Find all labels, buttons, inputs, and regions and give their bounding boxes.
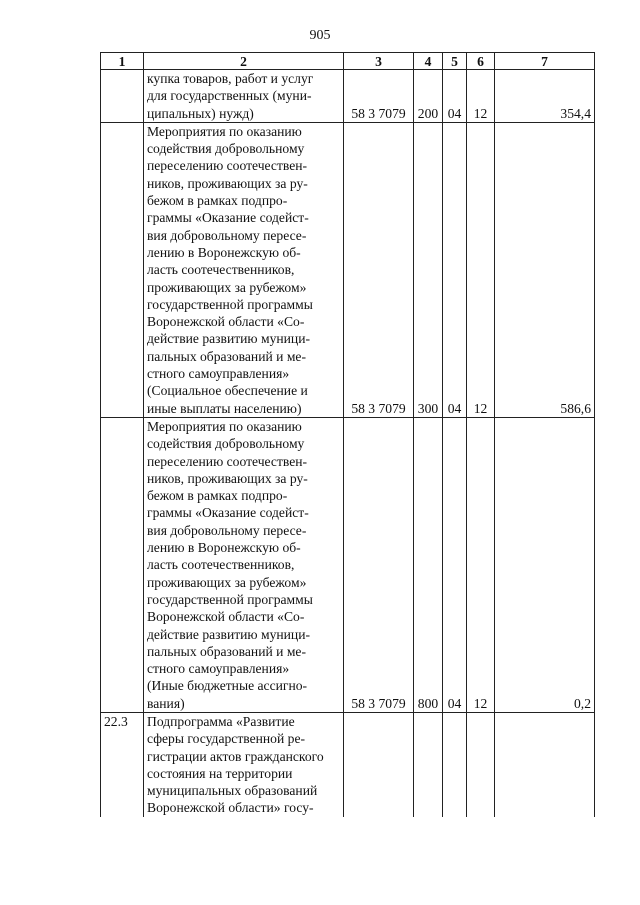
description-line: Воронежской области «Со- — [147, 314, 305, 330]
description-line: ласть соотечественников, — [147, 557, 295, 573]
description-line: государственной программы — [147, 591, 313, 607]
table-header-row — [101, 53, 595, 70]
column-header: 3 — [344, 53, 414, 70]
column-header: 5 — [443, 53, 467, 70]
subsection-code: 12 — [467, 122, 495, 417]
description-line: вия добровольному пересе- — [147, 522, 307, 538]
description-line: стного самоуправления» — [147, 661, 290, 677]
table-row — [101, 417, 595, 712]
row-number — [101, 70, 144, 123]
description-line: состояния на территории — [147, 765, 293, 781]
description-line: (Иные бюджетные ассигно- — [147, 678, 308, 694]
description-line: ципальных) нужд) — [147, 105, 254, 121]
description-line: бежом в рамках подпро- — [147, 488, 288, 504]
description-line: ласть соотечественников, — [147, 262, 295, 278]
description-line: граммы «Оказание содейст- — [147, 505, 309, 521]
description-line: пальных образований и ме- — [147, 643, 306, 659]
description-line: содействия добровольному — [147, 436, 305, 452]
description-line: вания) — [147, 695, 185, 711]
description-line: Мероприятия по оказанию — [147, 418, 302, 434]
amount: 586,6 — [495, 122, 595, 417]
column-header: 1 — [101, 53, 144, 70]
description-line: переселению соотечествен- — [147, 453, 308, 469]
description-line: проживающих за рубежом» — [147, 574, 307, 590]
description-line: купка товаров, работ и услуг — [147, 71, 314, 86]
description-line: стного самоуправления» — [147, 366, 290, 382]
expense-type-code: 800 — [414, 417, 443, 712]
section-code: 04 — [443, 417, 467, 712]
amount: 354,4 — [495, 70, 595, 123]
section-code: 04 — [443, 70, 467, 123]
description-line: лению в Воронежскую об- — [147, 244, 301, 260]
row-number — [101, 417, 144, 712]
description-line: действие развитию муници- — [147, 626, 311, 642]
description-line: проживающих за рубежом» — [147, 279, 307, 295]
row-number — [101, 122, 144, 417]
table-row — [101, 70, 595, 123]
description-line: гистрации актов гражданского — [147, 748, 324, 764]
description-line: государственной программы — [147, 296, 313, 312]
table-row — [101, 712, 595, 816]
column-header: 7 — [495, 53, 595, 70]
description-line: бежом в рамках подпро- — [147, 193, 288, 209]
column-header: 4 — [414, 53, 443, 70]
row-description — [144, 417, 344, 712]
description-line: ников, проживающих за ру- — [147, 175, 308, 191]
amount — [495, 712, 595, 816]
budget-table — [100, 52, 595, 817]
row-number: 22.3 — [101, 712, 144, 816]
description-line: действие развитию муници- — [147, 331, 311, 347]
subsection-code: 12 — [467, 417, 495, 712]
description-line: граммы «Оказание содейст- — [147, 210, 309, 226]
section-code: 04 — [443, 122, 467, 417]
description-line: муниципальных образований — [147, 783, 318, 799]
target-article-code: 58 3 7079 — [344, 70, 414, 123]
subsection-code: 12 — [467, 70, 495, 123]
amount: 0,2 — [495, 417, 595, 712]
description-line: ников, проживающих за ру- — [147, 470, 308, 486]
description-line: сферы государственной ре- — [147, 731, 306, 747]
row-description — [144, 122, 344, 417]
target-article-code: 58 3 7079 — [344, 122, 414, 417]
subsection-code — [467, 712, 495, 816]
description-line: иные выплаты населению) — [147, 400, 302, 416]
description-line: переселению соотечествен- — [147, 158, 308, 174]
description-line: содействия добровольному — [147, 141, 305, 157]
expense-type-code — [414, 712, 443, 816]
row-description — [144, 712, 344, 816]
column-header: 6 — [467, 53, 495, 70]
description-line: для государственных (муни- — [147, 88, 312, 104]
description-line: Мероприятия по оказанию — [147, 123, 302, 139]
expense-type-code: 300 — [414, 122, 443, 417]
description-line: вия добровольному пересе- — [147, 227, 307, 243]
page-number: 905 — [309, 28, 331, 43]
description-line: Подпрограмма «Развитие — [147, 713, 295, 729]
section-code — [443, 712, 467, 816]
column-header: 2 — [144, 53, 344, 70]
description-line: (Социальное обеспечение и — [147, 383, 308, 399]
target-article-code — [344, 712, 414, 816]
description-line: пальных образований и ме- — [147, 348, 306, 364]
description-line: Воронежской области «Со- — [147, 609, 305, 625]
target-article-code: 58 3 7079 — [344, 417, 414, 712]
description-line: лению в Воронежскую об- — [147, 540, 301, 556]
table-row — [101, 122, 595, 417]
row-description — [144, 70, 344, 123]
expense-type-code: 200 — [414, 70, 443, 123]
description-line: Воронежской области» госу- — [147, 800, 314, 816]
